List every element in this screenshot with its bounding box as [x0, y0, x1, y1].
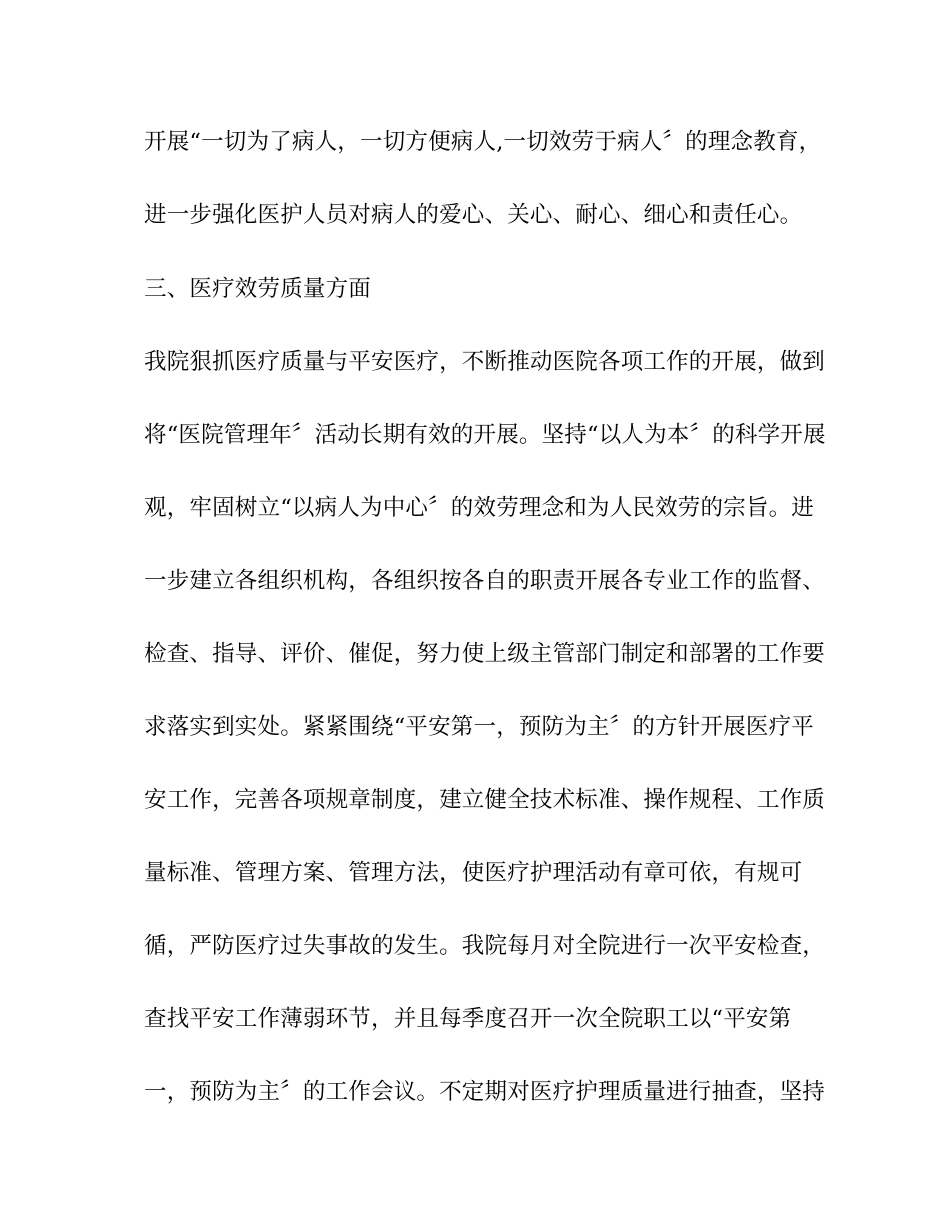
paragraph-line: 查找平安工作薄弱环节，并且每季度召开一次全院职工以“平安第 — [144, 1006, 792, 1032]
paragraph-line: 安工作，完善各项规章制度，建立健全技术标准、操作规程、工作质 — [144, 787, 826, 813]
paragraph-line: 开展“一切为了病人，一切方便病人,一切效劳于病人〞的理念教育， — [144, 129, 822, 155]
paragraph-line: 将“医院管理年〞活动长期有效的开展。坚持“以人为本〞的科学开展 — [144, 422, 826, 448]
paragraph-line: 进一步强化医护人员对病人的爱心、关心、耐心、细心和责任心。 — [144, 202, 803, 228]
section-heading: 三、医疗效劳质量方面 — [144, 276, 372, 302]
paragraph-line: 循，严防医疗过失事故的发生。我院每月对全院进行一次平安检查， — [144, 933, 826, 959]
paragraph-line: 一步建立各组织机构，各组织按各自的职责开展各专业工作的监督、 — [144, 568, 826, 594]
paragraph-line: 一，预防为主〞的工作会议。不定期对医疗护理质量进行抽查，坚持 — [144, 1079, 826, 1105]
paragraph-line: 我院狠抓医疗质量与平安医疗，不断推动医院各项工作的开展，做到 — [144, 349, 826, 375]
paragraph-line: 求落实到实处。紧紧围绕“平安第一，预防为主〞的方针开展医疗平 — [144, 714, 815, 740]
paragraph-line: 检查、指导、评价、催促，努力使上级主管部门制定和部署的工作要 — [144, 641, 826, 667]
paragraph-line: 量标准、管理方案、管理方法，使医疗护理活动有章可依，有规可 — [144, 860, 803, 886]
paragraph-line: 观，牢固树立“以病人为中心〞的效劳理念和为人民效劳的宗旨。进 — [144, 495, 815, 521]
